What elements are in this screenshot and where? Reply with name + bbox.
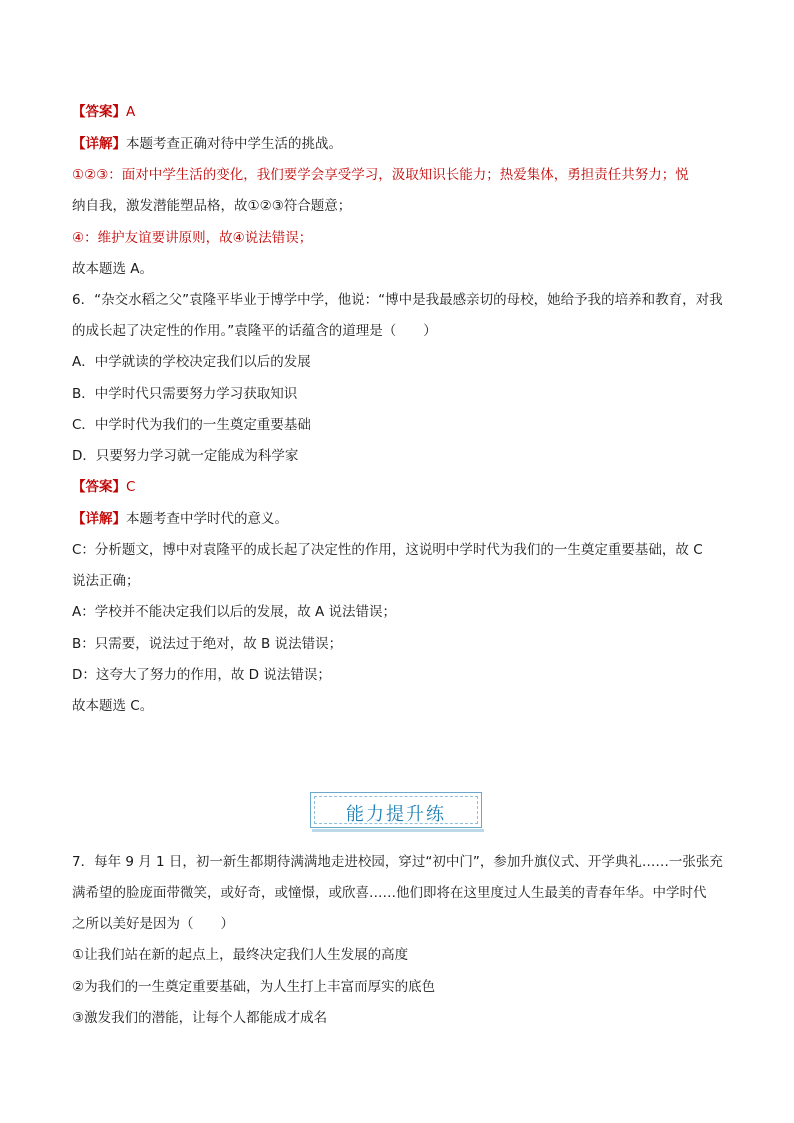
- answer-value: C: [126, 479, 136, 495]
- q7-stem-line-3: 之所以美好是因为（ ）: [72, 916, 234, 932]
- q6-option-c: C．中学时代为我们的一生奠定重要基础: [72, 417, 311, 433]
- answer-value: A: [126, 104, 136, 120]
- q6-stem-line-2: 的成长起了决定性的作用。”袁隆平的话蕴含的道理是（ ）: [72, 323, 437, 339]
- section-title: 能力提升练: [346, 804, 446, 825]
- section-header: [310, 792, 482, 828]
- q7-stem-line-1: 7．每年 9 月 1 日，初一新生都期待满满地走进校园，穿过“初中门”，参加升旗仪式、开学典礼……一张张充: [72, 854, 723, 870]
- q5-detail: [72, 134, 732, 154]
- q7-item-2: ②为我们的一生奠定重要基础，为人生打上丰富而厚实的底色: [72, 979, 436, 995]
- q6-answer: [72, 477, 732, 497]
- detail-text: 本题考查中学时代的意义。: [126, 511, 288, 527]
- answer-label: 【答案】: [72, 104, 126, 120]
- answer-label: 【答案】: [72, 479, 126, 495]
- q5-answer: [72, 102, 732, 122]
- section-header-shadow: [312, 829, 484, 832]
- q5-analysis-line-3: ④：维护友谊要讲原则，故④说法错误；: [72, 230, 313, 246]
- q5-conclusion: 故本题选 A。: [72, 261, 154, 277]
- q6-analysis-line-4: B：只需要，说法过于绝对，故 B 说法错误；: [72, 636, 343, 652]
- q6-option-a: A．中学就读的学校决定我们以后的发展: [72, 354, 311, 370]
- detail-label: 【详解】: [72, 511, 126, 527]
- q6-conclusion: 故本题选 C。: [72, 698, 154, 714]
- q6-analysis-line-5: D：这夸大了努力的作用，故 D 说法错误；: [72, 667, 331, 683]
- q7-stem-line-2: 满希望的脸庞面带微笑，或好奇，或憧憬，或欣喜……他们即将在这里度过人生最美的青春年华。中学时代: [72, 885, 707, 901]
- q6-analysis-line-3: A：学校并不能决定我们以后的发展，故 A 说法错误；: [72, 604, 397, 620]
- q7-item-3: ③激发我们的潜能，让每个人都能成才成名: [72, 1010, 328, 1026]
- q6-option-d: D．只要努力学习就一定能成为科学家: [72, 448, 299, 464]
- detail-label: 【详解】: [72, 136, 126, 152]
- q6-analysis-line-1: C：分析题文，博中对袁隆平的成长起了决定性的作用，这说明中学时代为我们的一生奠定重要基础，故 C: [72, 542, 703, 558]
- q6-option-b: B．中学时代只需要努力学习获取知识: [72, 386, 298, 402]
- q6-analysis-line-2: 说法正确；: [72, 573, 140, 589]
- q5-analysis-line-1: ①②③：面对中学生活的变化，我们要学会享受学习，汲取知识长能力；热爱集体，勇担责任共努力；悦: [72, 167, 689, 183]
- q6-detail: [72, 509, 732, 529]
- q5-analysis-line-2: 纳自我，激发潜能塑品格，故①②③符合题意；: [72, 198, 352, 214]
- q6-stem-line-1: 6．“杂交水稻之父”袁隆平毕业于博学中学，他说：“博中是我最感亲切的母校，她给予我的培养和教育，对我: [72, 292, 723, 308]
- q7-item-1: ①让我们站在新的起点上，最终决定我们人生发展的高度: [72, 947, 409, 963]
- detail-text: 本题考查正确对待中学生活的挑战。: [126, 136, 342, 152]
